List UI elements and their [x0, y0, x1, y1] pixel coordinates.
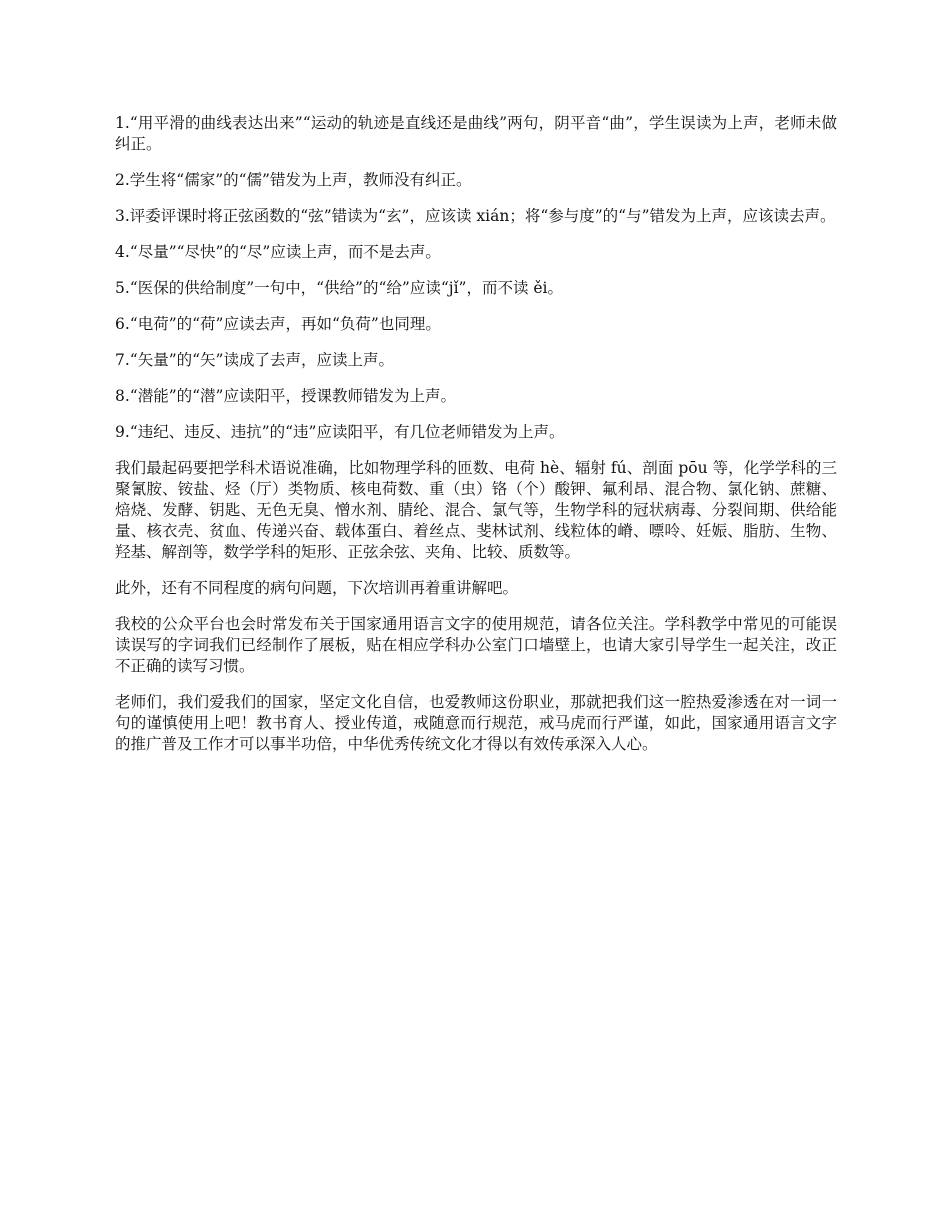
list-item-1: 1.“用平滑的曲线表达出来”“运动的轨迹是直线还是曲线”两句，阴平音“曲”，学生误读为上声，老师未做纠正。 [115, 114, 837, 153]
terminology-paragraph: 我们最起码要把学科术语说准确，比如物理学科的匝数、电荷 hè、辐射 fú、剖面 pōu 等，化学学科的三聚氰胺、铵盐、烃（厅）类物质、核电荷数、重（虫）铬（个）酸钾、氟利昂、混合物、氯化钠、蔗糖、焙烧、发酵、钥匙、无色无臭、憎水剂、腈纶、混合、氯气等，生物学科的冠状病毒、分裂间期、供给能量、核衣壳、贫血、传递兴奋、载体蛋白、着丝点、斐林试剂、线粒体的嵴、嘌呤、妊娠、脂肪、生物、羟基、解剖等，数学学科的矩形、正弦余弦、夹角、比较、质数等。 [115, 459, 837, 561]
list-item-7: 7.“矢量”的“矢”读成了去声，应读上声。 [115, 351, 394, 369]
list-item-9: 9.“违纪、违反、违抗”的“违”应读阳平，有几位老师错发为上声。 [115, 423, 565, 441]
closing-paragraph: 老师们，我们爱我们的国家，坚定文化自信，也爱教师这份职业，那就把我们这一腔热爱渗透在对一词一句的谨慎使用上吧！教书育人、授业传道，戒随意而行规范，戒马虎而行严谨，如此，国家通用语言文字的推广普及工作才可以事半功倍，中华优秀传统文化才得以有效传承深入人心。 [115, 693, 837, 753]
list-item-2: 2.学生将“儒家”的“儒”错发为上声，教师没有纠正。 [115, 171, 472, 189]
platform-paragraph: 我校的公众平台也会时常发布关于国家通用语言文字的使用规范，请各位关注。学科教学中常见的可能误读误写的字词我们已经制作了展板，贴在相应学科办公室门口墙壁上，也请大家引导学生一起关注，改正不正确的读写习惯。 [115, 615, 837, 675]
list-item-3: 3.评委评课时将正弦函数的“弦”错读为“玄”，应该读 xián；将“参与度”的“与”错发为上声，应该读去声。 [115, 207, 836, 225]
list-item-6: 6.“电荷”的“荷”应读去声，再如“负荷”也同理。 [115, 315, 441, 333]
list-item-5: 5.“医保的供给制度”一句中，“供给”的“给”应读“jǐ”，而不读 ěi。 [115, 279, 564, 297]
list-item-4: 4.“尽量”“尽快”的“尽”应读上声，而不是去声。 [115, 243, 441, 261]
document-body [115, 113, 837, 770]
list-item-8: 8.“潜能”的“潜”应读阳平，授课教师错发为上声。 [115, 387, 456, 405]
ill-sentence-paragraph: 此外，还有不同程度的病句问题，下次培训再着重讲解吧。 [115, 579, 519, 597]
